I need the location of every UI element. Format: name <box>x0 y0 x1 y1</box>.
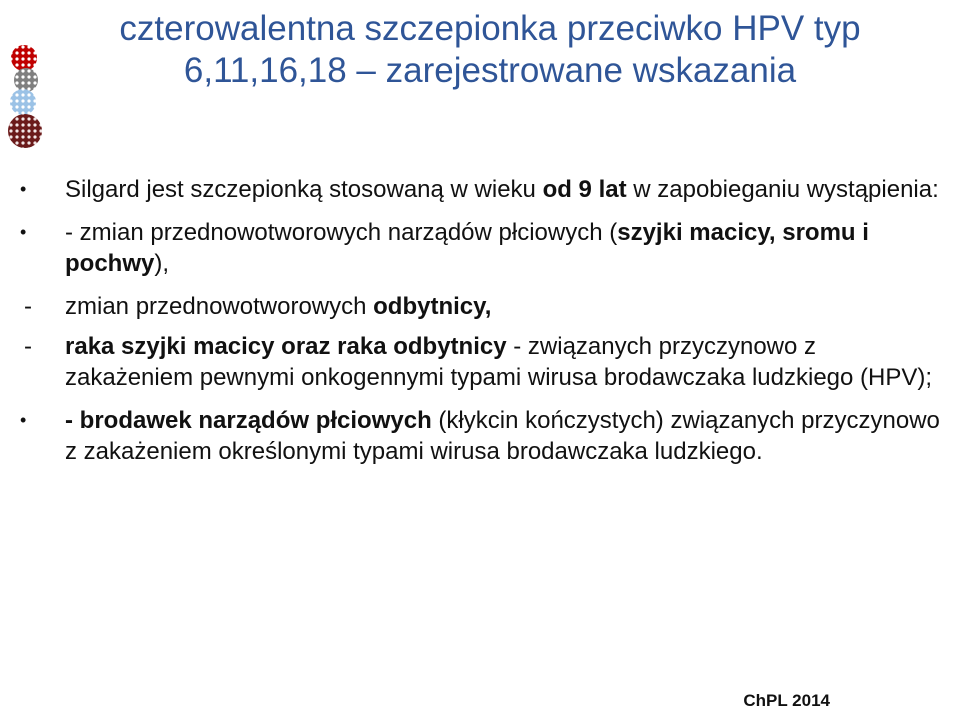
text-run: - zmian przednowotworowych narządów płciowych ( <box>65 219 618 246</box>
slide-title <box>90 8 890 92</box>
dash-marker: - <box>24 333 32 360</box>
source-footer: ChPL 2014 <box>743 691 830 710</box>
list-item-text <box>65 293 491 320</box>
list-item <box>20 291 945 322</box>
bold-text: - brodawek narządów płciowych <box>65 407 432 434</box>
list-item-text <box>65 407 940 465</box>
title-line-2: 6,11,16,18 – zarejestrowane wskazania <box>183 51 797 90</box>
list-item-text <box>65 176 939 203</box>
text-run: w zapobieganiu wystąpienia: <box>626 176 939 203</box>
bold-text: odbytnicy, <box>373 293 492 320</box>
text-run: ), <box>154 250 170 277</box>
list-item-text <box>65 333 932 391</box>
bullet-marker: • <box>20 410 27 430</box>
list-item <box>20 174 945 205</box>
list-item <box>20 405 945 467</box>
bullet-marker: • <box>20 179 27 199</box>
text-run: zmian przednowotworowych <box>65 293 374 320</box>
dash-marker: - <box>24 293 32 320</box>
virus-particles-icon <box>2 44 50 154</box>
bold-text: szyjki macicy, sromu i pochwy <box>65 219 869 277</box>
list-item <box>20 331 945 393</box>
list-item-text <box>65 219 869 277</box>
list-item <box>20 217 945 279</box>
bold-text: od 9 lat <box>542 176 627 203</box>
title-line-1: czterowalentna szczepionka przeciwko HPV typ <box>119 9 861 48</box>
bullet-marker: • <box>20 222 27 242</box>
text-run: (kłykcin kończystych) związanych przyczynowo z zakażeniem określonymi typami wirusa brodawczaka ludzkiego. <box>65 407 940 465</box>
text-run: - związanych przyczynowo z zakażeniem pewnymi onkogennymi typami wirusa brodawczaka ludzkiego (HPV); <box>65 333 933 391</box>
bold-text: raka szyjki macicy oraz raka odbytnicy <box>65 333 507 360</box>
text-run: Silgard jest szczepionką stosowaną w wieku <box>65 176 543 203</box>
indications-list <box>20 174 945 467</box>
